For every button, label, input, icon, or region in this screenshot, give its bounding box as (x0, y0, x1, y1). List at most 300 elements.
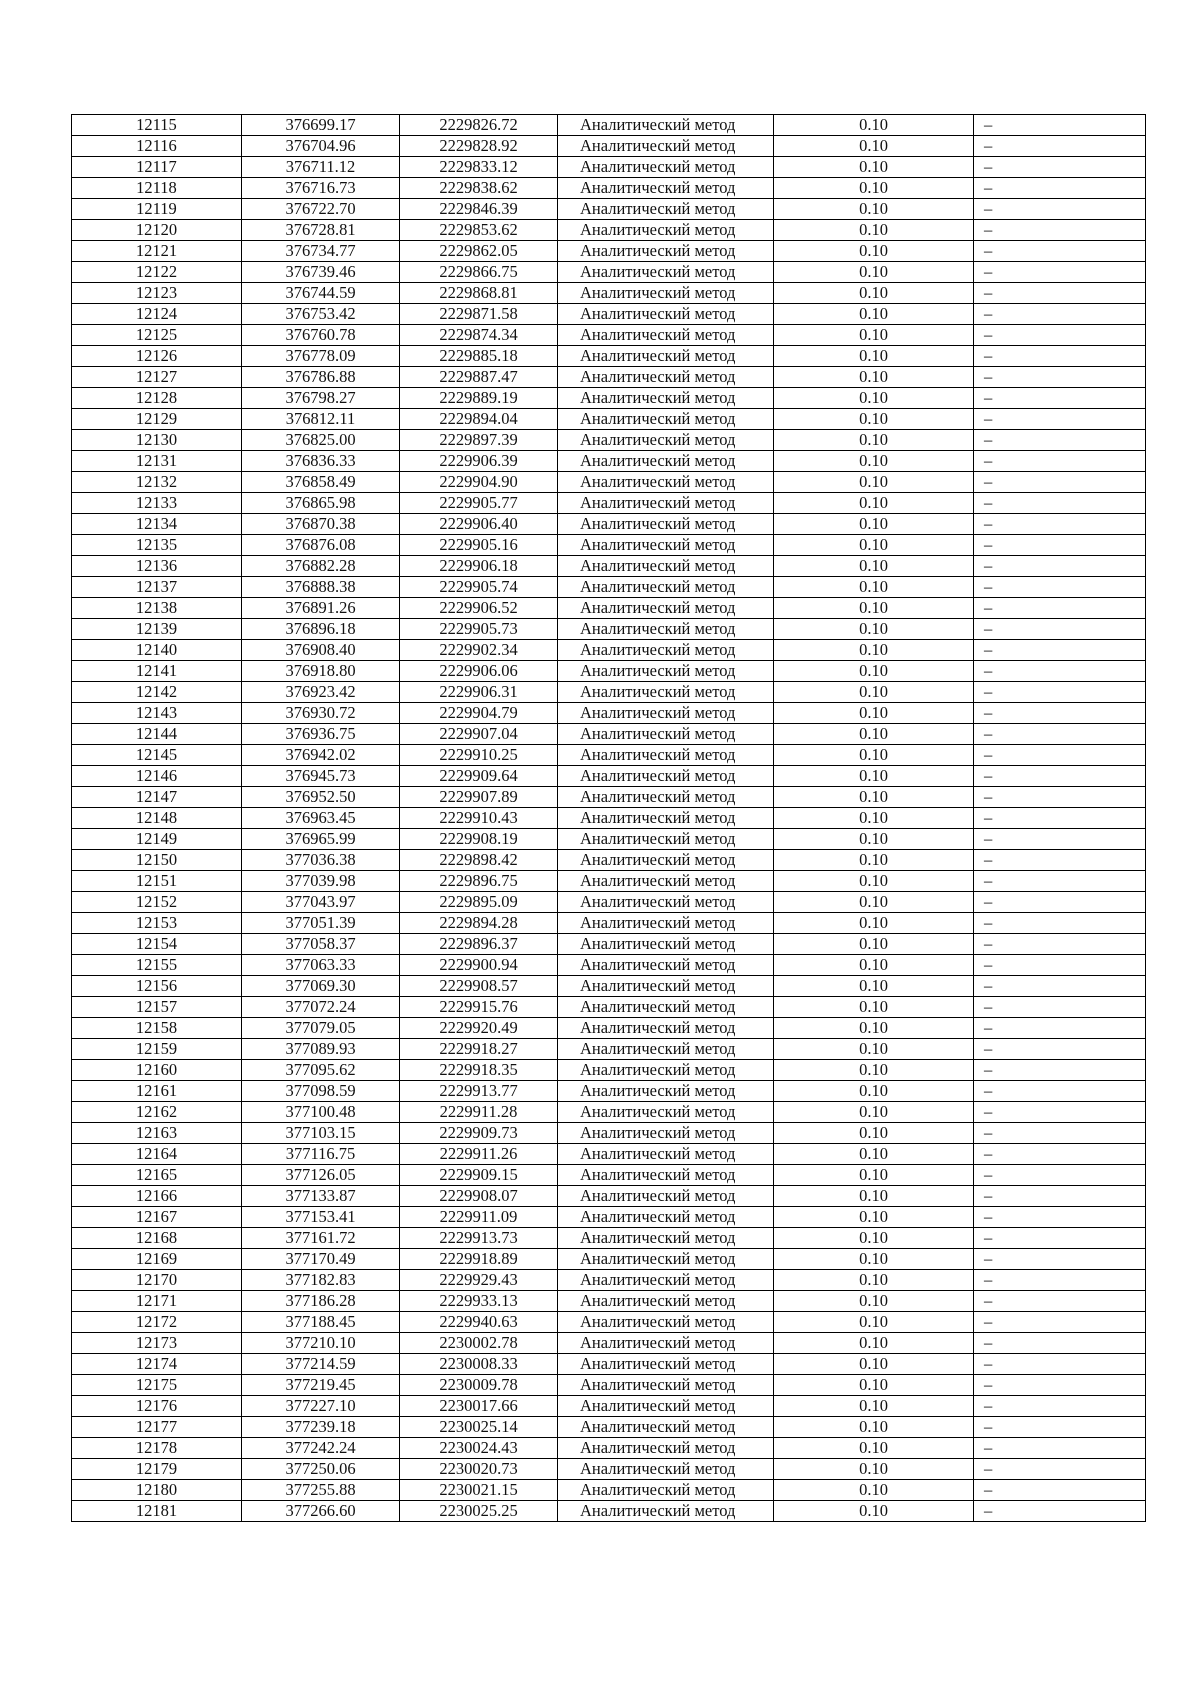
method-cell: Аналитический метод (558, 1291, 774, 1312)
table-row (72, 1060, 1146, 1081)
x-coordinate-cell: 376876.08 (242, 535, 400, 556)
point-number-cell: 12168 (72, 1228, 242, 1249)
y-coordinate-cell: 2229904.79 (400, 703, 558, 724)
table-row (72, 1333, 1146, 1354)
method-cell: Аналитический метод (558, 1312, 774, 1333)
table-row (72, 199, 1146, 220)
note-cell: – (974, 535, 1146, 556)
note-cell: – (974, 1144, 1146, 1165)
point-number-cell: 12157 (72, 997, 242, 1018)
point-number-cell: 12124 (72, 304, 242, 325)
y-coordinate-cell: 2229838.62 (400, 178, 558, 199)
table-row (72, 241, 1146, 262)
x-coordinate-cell: 376858.49 (242, 472, 400, 493)
error-cell: 0.10 (774, 598, 974, 619)
table-row (72, 1501, 1146, 1522)
y-coordinate-cell: 2229918.89 (400, 1249, 558, 1270)
table-row (72, 304, 1146, 325)
y-coordinate-cell: 2229906.06 (400, 661, 558, 682)
error-cell: 0.10 (774, 1228, 974, 1249)
note-cell: – (974, 1501, 1146, 1522)
x-coordinate-cell: 376753.42 (242, 304, 400, 325)
table-row (72, 787, 1146, 808)
table-row (72, 1207, 1146, 1228)
x-coordinate-cell: 377043.97 (242, 892, 400, 913)
coordinates-table (71, 114, 1146, 1522)
note-cell: – (974, 640, 1146, 661)
x-coordinate-cell: 377098.59 (242, 1081, 400, 1102)
table-row (72, 1438, 1146, 1459)
y-coordinate-cell: 2229896.37 (400, 934, 558, 955)
note-cell: – (974, 157, 1146, 178)
method-cell: Аналитический метод (558, 1039, 774, 1060)
method-cell: Аналитический метод (558, 787, 774, 808)
method-cell: Аналитический метод (558, 1480, 774, 1501)
x-coordinate-cell: 377095.62 (242, 1060, 400, 1081)
table-row (72, 430, 1146, 451)
y-coordinate-cell: 2229910.25 (400, 745, 558, 766)
error-cell: 0.10 (774, 766, 974, 787)
x-coordinate-cell: 376908.40 (242, 640, 400, 661)
point-number-cell: 12150 (72, 850, 242, 871)
point-number-cell: 12138 (72, 598, 242, 619)
point-number-cell: 12176 (72, 1396, 242, 1417)
point-number-cell: 12120 (72, 220, 242, 241)
y-coordinate-cell: 2230021.15 (400, 1480, 558, 1501)
table-row (72, 766, 1146, 787)
table-row (72, 367, 1146, 388)
y-coordinate-cell: 2229909.73 (400, 1123, 558, 1144)
table-row (72, 577, 1146, 598)
point-number-cell: 12125 (72, 325, 242, 346)
error-cell: 0.10 (774, 1249, 974, 1270)
point-number-cell: 12117 (72, 157, 242, 178)
x-coordinate-cell: 376870.38 (242, 514, 400, 535)
table-row (72, 115, 1146, 136)
note-cell: – (974, 1249, 1146, 1270)
note-cell: – (974, 388, 1146, 409)
note-cell: – (974, 1123, 1146, 1144)
method-cell: Аналитический метод (558, 1396, 774, 1417)
table-row (72, 850, 1146, 871)
x-coordinate-cell: 376744.59 (242, 283, 400, 304)
x-coordinate-cell: 377100.48 (242, 1102, 400, 1123)
note-cell: – (974, 955, 1146, 976)
method-cell: Аналитический метод (558, 241, 774, 262)
error-cell: 0.10 (774, 955, 974, 976)
coordinates-table-body (72, 115, 1146, 1522)
error-cell: 0.10 (774, 178, 974, 199)
y-coordinate-cell: 2229862.05 (400, 241, 558, 262)
y-coordinate-cell: 2229933.13 (400, 1291, 558, 1312)
x-coordinate-cell: 377133.87 (242, 1186, 400, 1207)
note-cell: – (974, 913, 1146, 934)
error-cell: 0.10 (774, 1417, 974, 1438)
error-cell: 0.10 (774, 451, 974, 472)
x-coordinate-cell: 377182.83 (242, 1270, 400, 1291)
y-coordinate-cell: 2229885.18 (400, 346, 558, 367)
point-number-cell: 12163 (72, 1123, 242, 1144)
x-coordinate-cell: 377214.59 (242, 1354, 400, 1375)
table-row (72, 1228, 1146, 1249)
point-number-cell: 12167 (72, 1207, 242, 1228)
method-cell: Аналитический метод (558, 997, 774, 1018)
x-coordinate-cell: 376722.70 (242, 199, 400, 220)
note-cell: – (974, 1438, 1146, 1459)
note-cell: – (974, 493, 1146, 514)
y-coordinate-cell: 2229908.07 (400, 1186, 558, 1207)
y-coordinate-cell: 2229866.75 (400, 262, 558, 283)
x-coordinate-cell: 376882.28 (242, 556, 400, 577)
error-cell: 0.10 (774, 409, 974, 430)
note-cell: – (974, 1165, 1146, 1186)
x-coordinate-cell: 376778.09 (242, 346, 400, 367)
note-cell: – (974, 451, 1146, 472)
table-row (72, 955, 1146, 976)
y-coordinate-cell: 2229908.19 (400, 829, 558, 850)
note-cell: – (974, 115, 1146, 136)
table-row (72, 388, 1146, 409)
table-row (72, 892, 1146, 913)
method-cell: Аналитический метод (558, 535, 774, 556)
table-row (72, 472, 1146, 493)
point-number-cell: 12129 (72, 409, 242, 430)
note-cell: – (974, 1354, 1146, 1375)
error-cell: 0.10 (774, 115, 974, 136)
method-cell: Аналитический метод (558, 367, 774, 388)
y-coordinate-cell: 2229874.34 (400, 325, 558, 346)
x-coordinate-cell: 377219.45 (242, 1375, 400, 1396)
error-cell: 0.10 (774, 1438, 974, 1459)
note-cell: – (974, 367, 1146, 388)
point-number-cell: 12160 (72, 1060, 242, 1081)
error-cell: 0.10 (774, 745, 974, 766)
y-coordinate-cell: 2229911.26 (400, 1144, 558, 1165)
table-row (72, 1123, 1146, 1144)
error-cell: 0.10 (774, 577, 974, 598)
point-number-cell: 12161 (72, 1081, 242, 1102)
error-cell: 0.10 (774, 388, 974, 409)
error-cell: 0.10 (774, 1354, 974, 1375)
point-number-cell: 12123 (72, 283, 242, 304)
point-number-cell: 12171 (72, 1291, 242, 1312)
error-cell: 0.10 (774, 367, 974, 388)
note-cell: – (974, 1081, 1146, 1102)
note-cell: – (974, 1333, 1146, 1354)
y-coordinate-cell: 2229906.18 (400, 556, 558, 577)
error-cell: 0.10 (774, 1480, 974, 1501)
y-coordinate-cell: 2229905.73 (400, 619, 558, 640)
table-row (72, 619, 1146, 640)
table-row (72, 283, 1146, 304)
y-coordinate-cell: 2229909.15 (400, 1165, 558, 1186)
y-coordinate-cell: 2229906.39 (400, 451, 558, 472)
table-row (72, 661, 1146, 682)
x-coordinate-cell: 376760.78 (242, 325, 400, 346)
note-cell: – (974, 1102, 1146, 1123)
method-cell: Аналитический метод (558, 430, 774, 451)
method-cell: Аналитический метод (558, 304, 774, 325)
x-coordinate-cell: 376896.18 (242, 619, 400, 640)
method-cell: Аналитический метод (558, 619, 774, 640)
table-row (72, 409, 1146, 430)
point-number-cell: 12121 (72, 241, 242, 262)
table-row (72, 871, 1146, 892)
note-cell: – (974, 1018, 1146, 1039)
method-cell: Аналитический метод (558, 283, 774, 304)
method-cell: Аналитический метод (558, 829, 774, 850)
note-cell: – (974, 934, 1146, 955)
table-row (72, 1417, 1146, 1438)
method-cell: Аналитический метод (558, 955, 774, 976)
point-number-cell: 12180 (72, 1480, 242, 1501)
note-cell: – (974, 325, 1146, 346)
y-coordinate-cell: 2229900.94 (400, 955, 558, 976)
note-cell: – (974, 1396, 1146, 1417)
x-coordinate-cell: 377069.30 (242, 976, 400, 997)
point-number-cell: 12174 (72, 1354, 242, 1375)
y-coordinate-cell: 2229902.34 (400, 640, 558, 661)
table-row (72, 535, 1146, 556)
method-cell: Аналитический метод (558, 766, 774, 787)
method-cell: Аналитический метод (558, 1249, 774, 1270)
method-cell: Аналитический метод (558, 1417, 774, 1438)
table-row (72, 178, 1146, 199)
y-coordinate-cell: 2229906.31 (400, 682, 558, 703)
method-cell: Аналитический метод (558, 157, 774, 178)
note-cell: – (974, 577, 1146, 598)
x-coordinate-cell: 376825.00 (242, 430, 400, 451)
table-row (72, 556, 1146, 577)
method-cell: Аналитический метод (558, 1438, 774, 1459)
y-coordinate-cell: 2229889.19 (400, 388, 558, 409)
point-number-cell: 12115 (72, 115, 242, 136)
x-coordinate-cell: 376952.50 (242, 787, 400, 808)
table-row (72, 1165, 1146, 1186)
error-cell: 0.10 (774, 514, 974, 535)
table-row (72, 493, 1146, 514)
y-coordinate-cell: 2229826.72 (400, 115, 558, 136)
error-cell: 0.10 (774, 325, 974, 346)
y-coordinate-cell: 2230009.78 (400, 1375, 558, 1396)
error-cell: 0.10 (774, 1102, 974, 1123)
y-coordinate-cell: 2229907.04 (400, 724, 558, 745)
method-cell: Аналитический метод (558, 1228, 774, 1249)
y-coordinate-cell: 2229871.58 (400, 304, 558, 325)
point-number-cell: 12164 (72, 1144, 242, 1165)
y-coordinate-cell: 2229913.73 (400, 1228, 558, 1249)
x-coordinate-cell: 376945.73 (242, 766, 400, 787)
table-row (72, 1459, 1146, 1480)
x-coordinate-cell: 377051.39 (242, 913, 400, 934)
note-cell: – (974, 745, 1146, 766)
table-row (72, 451, 1146, 472)
error-cell: 0.10 (774, 346, 974, 367)
point-number-cell: 12159 (72, 1039, 242, 1060)
error-cell: 0.10 (774, 871, 974, 892)
point-number-cell: 12132 (72, 472, 242, 493)
method-cell: Аналитический метод (558, 1144, 774, 1165)
error-cell: 0.10 (774, 1207, 974, 1228)
note-cell: – (974, 850, 1146, 871)
y-coordinate-cell: 2230017.66 (400, 1396, 558, 1417)
method-cell: Аналитический метод (558, 850, 774, 871)
method-cell: Аналитический метод (558, 871, 774, 892)
method-cell: Аналитический метод (558, 640, 774, 661)
point-number-cell: 12162 (72, 1102, 242, 1123)
note-cell: – (974, 514, 1146, 535)
note-cell: – (974, 1312, 1146, 1333)
error-cell: 0.10 (774, 304, 974, 325)
error-cell: 0.10 (774, 136, 974, 157)
point-number-cell: 12130 (72, 430, 242, 451)
y-coordinate-cell: 2229910.43 (400, 808, 558, 829)
table-row (72, 346, 1146, 367)
point-number-cell: 12175 (72, 1375, 242, 1396)
y-coordinate-cell: 2229909.64 (400, 766, 558, 787)
method-cell: Аналитический метод (558, 451, 774, 472)
point-number-cell: 12152 (72, 892, 242, 913)
point-number-cell: 12173 (72, 1333, 242, 1354)
error-cell: 0.10 (774, 892, 974, 913)
y-coordinate-cell: 2229911.09 (400, 1207, 558, 1228)
table-row (72, 682, 1146, 703)
note-cell: – (974, 892, 1146, 913)
x-coordinate-cell: 376891.26 (242, 598, 400, 619)
table-row (72, 136, 1146, 157)
note-cell: – (974, 304, 1146, 325)
error-cell: 0.10 (774, 1144, 974, 1165)
error-cell: 0.10 (774, 493, 974, 514)
error-cell: 0.10 (774, 997, 974, 1018)
note-cell: – (974, 283, 1146, 304)
point-number-cell: 12122 (72, 262, 242, 283)
x-coordinate-cell: 376699.17 (242, 115, 400, 136)
point-number-cell: 12136 (72, 556, 242, 577)
table-row (72, 724, 1146, 745)
note-cell: – (974, 871, 1146, 892)
note-cell: – (974, 682, 1146, 703)
error-cell: 0.10 (774, 829, 974, 850)
x-coordinate-cell: 377072.24 (242, 997, 400, 1018)
point-number-cell: 12140 (72, 640, 242, 661)
x-coordinate-cell: 376865.98 (242, 493, 400, 514)
table-row (72, 745, 1146, 766)
y-coordinate-cell: 2229905.16 (400, 535, 558, 556)
point-number-cell: 12128 (72, 388, 242, 409)
y-coordinate-cell: 2229906.52 (400, 598, 558, 619)
error-cell: 0.10 (774, 1459, 974, 1480)
y-coordinate-cell: 2229920.49 (400, 1018, 558, 1039)
x-coordinate-cell: 377079.05 (242, 1018, 400, 1039)
y-coordinate-cell: 2230020.73 (400, 1459, 558, 1480)
error-cell: 0.10 (774, 682, 974, 703)
point-number-cell: 12149 (72, 829, 242, 850)
table-row (72, 598, 1146, 619)
method-cell: Аналитический метод (558, 1018, 774, 1039)
y-coordinate-cell: 2229904.90 (400, 472, 558, 493)
note-cell: – (974, 808, 1146, 829)
x-coordinate-cell: 376786.88 (242, 367, 400, 388)
point-number-cell: 12119 (72, 199, 242, 220)
point-number-cell: 12131 (72, 451, 242, 472)
error-cell: 0.10 (774, 241, 974, 262)
error-cell: 0.10 (774, 724, 974, 745)
method-cell: Аналитический метод (558, 1165, 774, 1186)
note-cell: – (974, 1186, 1146, 1207)
x-coordinate-cell: 377116.75 (242, 1144, 400, 1165)
error-cell: 0.10 (774, 1081, 974, 1102)
method-cell: Аналитический метод (558, 220, 774, 241)
table-row (72, 640, 1146, 661)
error-cell: 0.10 (774, 1270, 974, 1291)
x-coordinate-cell: 377036.38 (242, 850, 400, 871)
method-cell: Аналитический метод (558, 472, 774, 493)
x-coordinate-cell: 376963.45 (242, 808, 400, 829)
table-row (72, 1249, 1146, 1270)
x-coordinate-cell: 376930.72 (242, 703, 400, 724)
error-cell: 0.10 (774, 1291, 974, 1312)
method-cell: Аналитический метод (558, 178, 774, 199)
point-number-cell: 12145 (72, 745, 242, 766)
table-row (72, 1102, 1146, 1123)
x-coordinate-cell: 377126.05 (242, 1165, 400, 1186)
point-number-cell: 12178 (72, 1438, 242, 1459)
y-coordinate-cell: 2230002.78 (400, 1333, 558, 1354)
x-coordinate-cell: 377058.37 (242, 934, 400, 955)
method-cell: Аналитический метод (558, 346, 774, 367)
note-cell: – (974, 1480, 1146, 1501)
x-coordinate-cell: 376836.33 (242, 451, 400, 472)
note-cell: – (974, 703, 1146, 724)
point-number-cell: 12133 (72, 493, 242, 514)
y-coordinate-cell: 2229853.62 (400, 220, 558, 241)
note-cell: – (974, 1417, 1146, 1438)
x-coordinate-cell: 376728.81 (242, 220, 400, 241)
y-coordinate-cell: 2229887.47 (400, 367, 558, 388)
x-coordinate-cell: 376711.12 (242, 157, 400, 178)
table-row (72, 1354, 1146, 1375)
method-cell: Аналитический метод (558, 1375, 774, 1396)
note-cell: – (974, 220, 1146, 241)
x-coordinate-cell: 377170.49 (242, 1249, 400, 1270)
method-cell: Аналитический метод (558, 325, 774, 346)
y-coordinate-cell: 2229905.74 (400, 577, 558, 598)
error-cell: 0.10 (774, 1123, 974, 1144)
error-cell: 0.10 (774, 808, 974, 829)
error-cell: 0.10 (774, 934, 974, 955)
note-cell: – (974, 430, 1146, 451)
y-coordinate-cell: 2230008.33 (400, 1354, 558, 1375)
table-row (72, 514, 1146, 535)
error-cell: 0.10 (774, 661, 974, 682)
note-cell: – (974, 829, 1146, 850)
method-cell: Аналитический метод (558, 1333, 774, 1354)
point-number-cell: 12165 (72, 1165, 242, 1186)
method-cell: Аналитический метод (558, 745, 774, 766)
note-cell: – (974, 787, 1146, 808)
y-coordinate-cell: 2229868.81 (400, 283, 558, 304)
error-cell: 0.10 (774, 1018, 974, 1039)
method-cell: Аналитический метод (558, 199, 774, 220)
point-number-cell: 12134 (72, 514, 242, 535)
table-row (72, 1375, 1146, 1396)
note-cell: – (974, 472, 1146, 493)
error-cell: 0.10 (774, 976, 974, 997)
error-cell: 0.10 (774, 220, 974, 241)
x-coordinate-cell: 377039.98 (242, 871, 400, 892)
note-cell: – (974, 241, 1146, 262)
